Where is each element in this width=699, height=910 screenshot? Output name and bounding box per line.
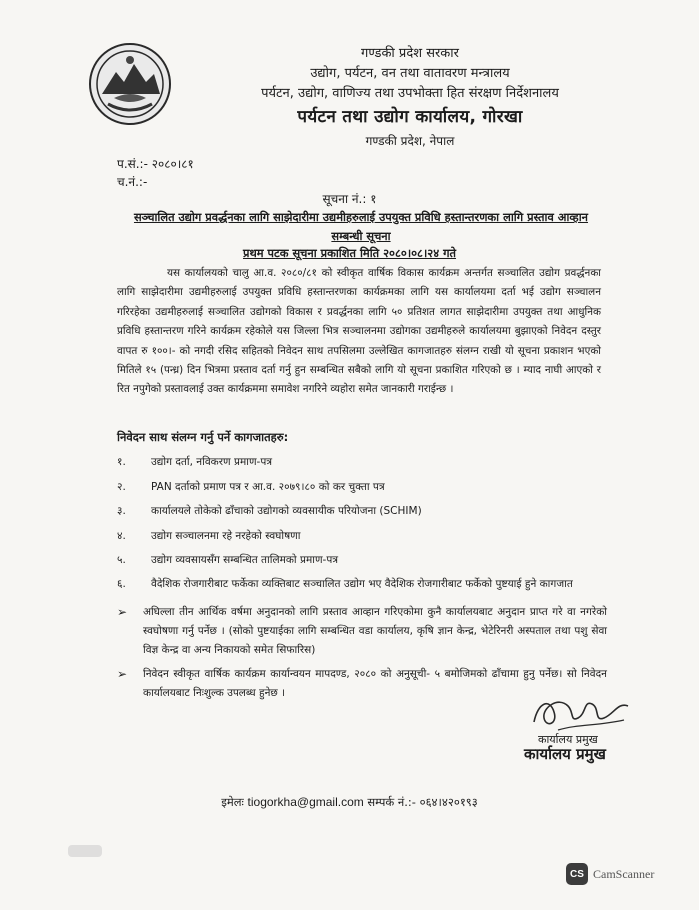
list-item-text: वैदेशिक रोजगारीबाट फर्केका व्यक्तिबाट सञ्चालित उद्योग भए वैदेशिक रोजगारीबाट फर्केको पुष्टयाई हुने कागजात: [151, 577, 573, 590]
list-item: [117, 526, 607, 551]
camscanner-watermark: [566, 863, 654, 885]
camscanner-logo-icon: CS: [566, 863, 588, 885]
nepal-emblem-icon: [88, 42, 172, 126]
arrow-bullet-icon: ➢: [117, 605, 128, 619]
list-item: [117, 452, 607, 477]
list-item-number: ४.: [117, 529, 126, 542]
list-item-text: कार्यालयले तोकेको ढाँचाको उद्योगको व्यवसायीक परियोजना (SCHIM): [151, 505, 422, 517]
signature-scribble-icon: [528, 688, 638, 736]
list-item-text: उद्योग दर्ता, नविकरण प्रमाण-पत्र: [151, 456, 273, 468]
list-item-number: १.: [117, 456, 126, 468]
publication-date: प्रथम पटक सूचना प्रकाशित मिति २०८०।०८।२४ गते: [242, 246, 457, 260]
email-address: tiogorkha@gmail.com: [247, 795, 364, 809]
note-text: निवेदन स्वीकृत वार्षिक कार्यक्रम कार्यान्वयन मापदण्ड, २०८० को अनुसूची- ५ बमोजिमको ढाँचामा हुनु पर्नेछ। सो निवेदन कार्यालयबाट निःशुल्क उपलब्ध हुनेछ ।: [143, 668, 607, 699]
email-label: इमेलः: [221, 795, 244, 809]
list-item-text: उद्योग सञ्चालनमा रहे नरहेको स्वघोषणा: [151, 529, 301, 542]
notice-body: यस कार्यालयको चालु आ.व. २०८०/८१ को स्वीकृत वार्षिक विकास कार्यक्रम अन्तर्गत सञ्चालित उद्योग प्रवर्द्धनका लागि साझेदारीमा उद्यमीहरुलाई उपयुक्त प्रविधि हस्तान्तरणका कार्यक्रमका लागि यस कार्यालयमा दर्ता भई उद्योग सञ्चालन गरिरहेका उद्यमीहरुलाई सञ्चालित उद्योगको विकास र प्रवर्द्धनका लागि ५० प्रतिशत लागत साझेदारीमा उपयुक्त तथा आधुनिक प्रविधि हस्तान्तरण गरिने कार्यक्रम रहेकोले यस जिल्ला भित्र सञ्चालनमा उद्योगका उद्यमीहरुले कार्यालयमा बुझाएको निवेदन दस्तुर वापत रु १००।- को नगदी रसिद सहितको निवेदन साथ तपसिलमा उल्लेखित कागजातहरु संलग्न राखी यो सूचना प्रकाशन भएको मितिले १५ (पन्ध्र) दिन भित्रमा प्रस्ताव दर्ता गर्नु हुन सम्बन्धित सबैको लागि यो सूचना प्रकाशित गरिएको छ । म्याद नाघी आएको र रित नपुगेको प्रस्तावलाई उक्त कार्यक्रममा समावेश नगरिने व्यहोरा समेत जानकारी गराईन्छ ।: [117, 267, 601, 396]
contact-label: सम्पर्क नं.:-: [367, 795, 416, 809]
office-name: पर्यटन तथा उद्योग कार्यालय, गोरखा: [297, 107, 523, 127]
list-item-number: ५.: [117, 554, 126, 566]
arrow-bullet-icon: ➢: [117, 667, 128, 681]
documents-list: [117, 452, 607, 615]
notice-subject: सञ्चालित उद्योग प्रवर्द्धनका लागि साझेदारीमा उद्यमीहरुलाई उपयुक्त प्रविधि हस्तान्तरणका लागि प्रस्ताव आव्हान सम्बन्धी सूचना: [133, 210, 589, 243]
list-item: [117, 477, 607, 502]
note-text: अघिल्ला तीन आर्थिक वर्षमा अनुदानको लागि प्रस्ताव आव्हान गरिएकोमा कुनै कार्यालयबाट अनुदान प्राप्त गरे वा नगरेको स्वघोषणा गर्नु पर्नेछ । (सोको पुष्टयाईका लागि सम्बन्धित वडा कार्यालय, कृषि ज्ञान केन्द्र, भेटेरिनरी अस्पताल तथा पशु सेवा विज्ञ केन्द्र वा अन्य निकायको समेत सिफारिस): [143, 606, 607, 656]
signatory-stamp: कार्यालय प्रमुख: [524, 745, 606, 763]
documents-heading: निवेदन साथ संलग्न गर्नु पर्ने कागजातहरु:: [117, 430, 289, 444]
list-item-number: २.: [117, 480, 126, 493]
list-item-text: उद्योग व्यवसायसँग सम्बन्धित तालिमको प्रमाण-पत्र: [151, 554, 339, 566]
notice-title: सूचना नं.: १: [322, 192, 377, 206]
signatory-title: कार्यालय प्रमुख: [538, 733, 598, 746]
list-item-number: ६.: [117, 577, 126, 590]
letter-number: प.सं.:- २०८०।८१: [117, 157, 194, 171]
dispatch-number: च.नं.:-: [117, 175, 148, 189]
scan-smudge: [68, 845, 102, 857]
contact-number: ०६४।४२०१९३: [419, 795, 478, 809]
camscanner-text: CamScanner: [593, 866, 655, 881]
list-item-text: PAN दर्ताको प्रमाण पत्र र आ.व. २०७९।८० को कर चुक्ता पत्र: [151, 480, 385, 493]
header-line-5: गण्डकी प्रदेश, नेपाल: [365, 134, 455, 148]
footer-contact: [0, 795, 699, 810]
note-item: [117, 603, 607, 660]
list-item: [117, 550, 607, 575]
header-line-1: गण्डकी प्रदेश सरकार: [361, 46, 459, 61]
header-line-2: उद्योग, पर्यटन, वन तथा वातावरण मन्त्रालय: [310, 66, 510, 81]
list-item-number: ३.: [117, 505, 126, 517]
header-line-3: पर्यटन, उद्योग, वाणिज्य तथा उपभोक्ता हित संरक्षण निर्देशनालय: [261, 86, 559, 101]
list-item: [117, 501, 607, 526]
